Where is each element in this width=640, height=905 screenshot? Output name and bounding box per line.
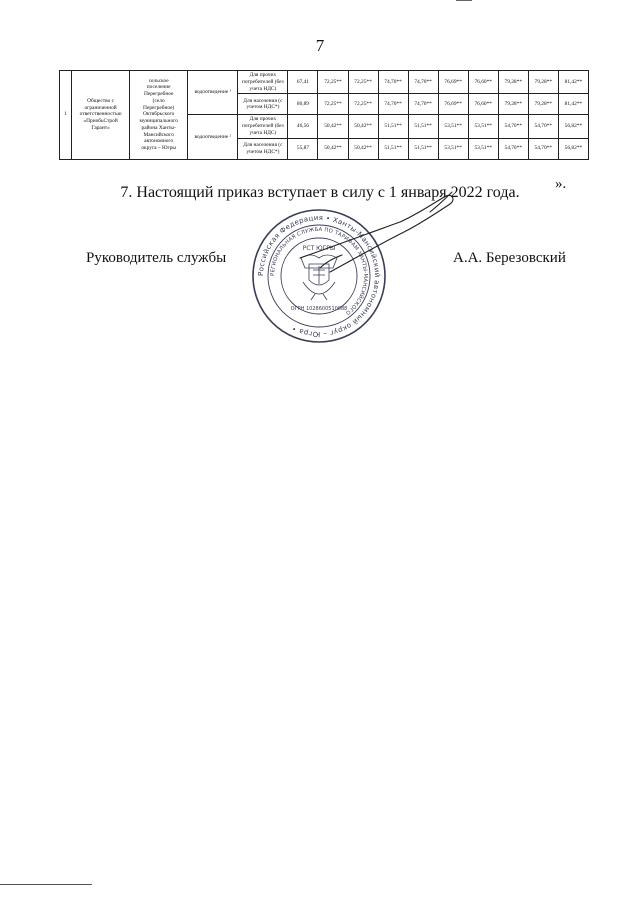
tariff-value-cell: 50,42** bbox=[318, 138, 348, 159]
organization-cell: Общество с ограниченной ответственностью «ПриобьСтрой Гарант» bbox=[72, 71, 130, 160]
tariff-value-cell: 72,25** bbox=[348, 71, 378, 94]
consumer-category-cell: Для населения (с учетом НДС*) bbox=[238, 94, 288, 115]
signatory-position: Руководитель службы bbox=[86, 250, 227, 266]
service-cell: водоотведение ² bbox=[188, 115, 238, 159]
tariff-value-cell: 54,70** bbox=[498, 138, 528, 159]
footer-rule bbox=[0, 884, 92, 885]
tariff-value-cell: 79,28** bbox=[498, 94, 528, 115]
consumer-category-cell: Для прочих потребителей (без учета НДС) bbox=[238, 71, 288, 94]
seal-ogrn-text: ОГРН 1028600510888 bbox=[290, 306, 348, 312]
tariff-value-cell: 74,70** bbox=[408, 71, 438, 94]
tariff-value-cell: 54,70** bbox=[528, 138, 558, 159]
tariff-value-cell: 56,82** bbox=[558, 138, 588, 159]
tariff-value-cell: 46,56 bbox=[288, 115, 318, 138]
top-edge-mark bbox=[456, 0, 472, 7]
row-index-cell: 1 bbox=[60, 71, 72, 160]
tariff-value-cell: 51,51** bbox=[408, 115, 438, 138]
tariff-value-cell: 79,28** bbox=[528, 94, 558, 115]
page-number: 7 bbox=[315, 36, 325, 55]
tariff-value-cell: 56,82** bbox=[558, 115, 588, 138]
tariff-value-cell: 76,60** bbox=[468, 71, 498, 94]
tariff-value-cell: 74,70** bbox=[378, 71, 408, 94]
tariff-value-cell: 81,42** bbox=[558, 94, 588, 115]
tariff-value-cell: 76,60** bbox=[468, 94, 498, 115]
tariff-value-cell: 76,69** bbox=[438, 71, 468, 94]
tariff-value-cell: 54,70** bbox=[498, 115, 528, 138]
coat-of-arms-icon bbox=[301, 255, 337, 300]
tariff-value-cell: 80,89 bbox=[288, 94, 318, 115]
tariff-value-cell: 67,41 bbox=[288, 71, 318, 94]
consumer-category-cell: Для населения (с учетом НДС*) bbox=[238, 138, 288, 159]
signatory-name: А.А. Березовский bbox=[453, 250, 566, 266]
tariff-value-cell: 54,70** bbox=[528, 115, 558, 138]
tariff-value-cell: 51,51** bbox=[378, 115, 408, 138]
tariff-value-cell: 50,42** bbox=[318, 115, 348, 138]
territory-cell: сельское поселение Перегребное (село Перегребное) Октябрьского муниципального района Ханты- Мансийского автономного округа – Югры bbox=[130, 71, 188, 160]
tariff-value-cell: 74,70** bbox=[408, 94, 438, 115]
tariff-value-cell: 81,42** bbox=[558, 71, 588, 94]
table-row bbox=[60, 71, 589, 94]
tariff-value-cell: 74,70** bbox=[378, 94, 408, 115]
seal-inner-text: РЕГИОНАЛЬНАЯ СЛУЖБА ПО ТАРИФАМ ХАНТЫ-МАНСИЙСКОГО bbox=[269, 226, 369, 316]
tariff-value-cell: 53,51** bbox=[468, 138, 498, 159]
tariff-table bbox=[59, 70, 589, 160]
tariff-value-cell: 72,25** bbox=[318, 94, 348, 115]
tariff-value-cell: 51,51** bbox=[378, 138, 408, 159]
seal-center-text: РСТ ЮГРЫ bbox=[302, 245, 336, 252]
consumer-category-cell: Для прочих потребителей (без учета НДС) bbox=[238, 115, 288, 138]
tariff-value-cell: 50,42** bbox=[348, 138, 378, 159]
closing-quote: ». bbox=[555, 176, 567, 192]
seal-outer-text: Российская Федерация • Ханты-Мансийский автономный округ – Югра • bbox=[256, 213, 382, 339]
tariff-value-cell: 53,51** bbox=[438, 138, 468, 159]
tariff-value-cell: 55,87 bbox=[288, 138, 318, 159]
tariff-value-cell: 53,51** bbox=[468, 115, 498, 138]
tariff-value-cell: 53,51** bbox=[438, 115, 468, 138]
tariff-value-cell: 79,28** bbox=[498, 71, 528, 94]
clause-7-text: 7. Настоящий приказ вступает в силу с 1 января 2022 года. bbox=[120, 184, 520, 201]
tariff-value-cell: 50,42** bbox=[348, 115, 378, 138]
tariff-value-cell: 79,28** bbox=[528, 71, 558, 94]
tariff-value-cell: 72,25** bbox=[348, 94, 378, 115]
tariff-value-cell: 51,51** bbox=[408, 138, 438, 159]
tariff-value-cell: 72,25** bbox=[318, 71, 348, 94]
service-cell: водоотведение ¹ bbox=[188, 71, 238, 115]
tariff-value-cell: 76,69** bbox=[438, 94, 468, 115]
official-seal bbox=[251, 208, 387, 344]
